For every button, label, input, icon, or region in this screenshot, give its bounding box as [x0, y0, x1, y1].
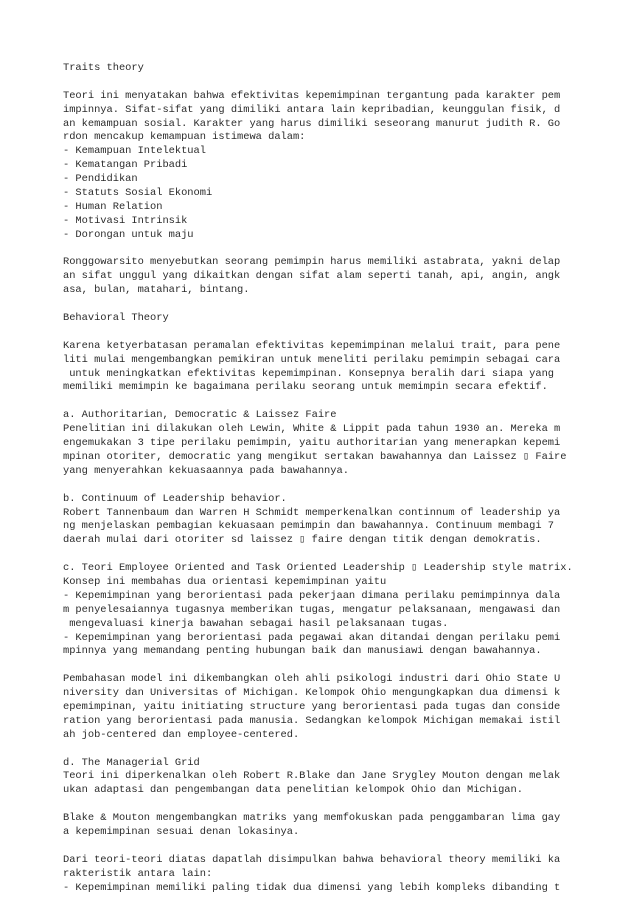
text-line: Teori ini menyatakan bahwa efektivitas kepemimpinan tergantung pada karakter pem: [63, 89, 561, 102]
text-line: Konsep ini membahas dua orientasi kepemimpinan yaitu: [63, 575, 387, 588]
paragraph-behavioral-intro: [63, 340, 593, 396]
text-line: - Kematangan Pribadi: [63, 159, 188, 172]
text-line: - Motivasi Intrinsik: [63, 214, 188, 227]
text-line: Dari teori-teori diatas dapatlah disimpulkan bahwa behavioral theory memiliki ka: [63, 853, 561, 866]
text-line: untuk meningkatkan efektivitas kepemimpinan. Konsepnya beralih dari siapa yang: [63, 367, 555, 380]
text-line: ration yang berorientasi pada manusia. Sedangkan kelompok Michigan memakai istil: [63, 714, 561, 727]
text-line: epemimpinan, yaitu initiating structure yang berorientasi pada tugas dan conside: [63, 700, 561, 713]
text-line: Traits theory: [63, 62, 144, 74]
text-line: ng menjelaskan pembagian kekuasaan pemimpin dan bawahannya. Continuum membagi 7: [63, 520, 555, 533]
text-line: - Dorongan untuk maju: [63, 228, 194, 241]
text-line: liti mulai mengembangkan pemikiran untuk meneliti perilaku pemimpin sebagai cara: [63, 353, 561, 366]
text-line: Penelitian ini dilakukan oleh Lewin, White & Lippit pada tahun 1930 an. Mereka m: [63, 423, 561, 436]
paragraph-ronggowarsito: [63, 256, 593, 298]
text-line: d. The Managerial Grid: [63, 756, 200, 769]
text-line: rakteristik antara lain:: [63, 867, 213, 880]
document-page: [63, 62, 593, 909]
text-line: b. Continuum of Leadership behavior.: [63, 492, 287, 505]
text-line: memiliki memimpin ke bagaimana perilaku seorang untuk memimpin secara efektif.: [63, 381, 548, 394]
text-line: Behavioral Theory: [63, 312, 169, 325]
text-line: - Kepemimpinan yang berorientasi pada pegawai akan ditandai dengan perilaku pemi: [63, 631, 561, 644]
text-line: - Kemampuan Intelektual: [63, 145, 206, 158]
text-line: mpinan otoriter, democratic yang mengikut sertakan bawahannya dan Laissez ▯ Faire: [63, 450, 567, 463]
text-line: - Statuts Sosial Ekonomi: [63, 187, 213, 200]
text-line: Blake & Mouton mengembangkan matriks yang memfokuskan pada penggambaran lima gay: [63, 812, 561, 825]
text-line: ah job-centered dan employee-centered.: [63, 728, 300, 741]
text-line: niversity dan Universitas of Michigan. Kelompok Ohio mengungkapkan dua dimensi k: [63, 687, 561, 700]
text-line: mengevaluasi kinerja bawahan sebagai hasil pelaksanaan tugas.: [63, 617, 449, 630]
text-line: ukan adaptasi dan pengembangan data penelitian kelompok Ohio dan Michigan.: [63, 784, 523, 797]
paragraph-heading-traits: [63, 62, 593, 76]
text-line: asa, bulan, matahari, bintang.: [63, 284, 250, 297]
text-line: Robert Tannenbaum dan Warren H Schmidt memperkenalkan continnum of leadership ya: [63, 506, 561, 519]
paragraph-heading-behavioral: [63, 312, 593, 326]
text-line: a kepemimpinan sesuai denan lokasinya.: [63, 825, 300, 838]
paragraph-traits-body: [63, 90, 593, 243]
text-line: c. Teori Employee Oriented and Task Oriented Leadership ▯ Leadership style matrix.: [63, 562, 573, 575]
paragraph-section-a: [63, 409, 593, 478]
text-line: - Human Relation: [63, 200, 163, 213]
text-line: Teori ini diperkenalkan oleh Robert R.Blake dan Jane Srygley Mouton dengan melak: [63, 770, 561, 783]
text-line: - Kepemimpinan yang berorientasi pada pekerjaan dimana perilaku pemimpinnya dala: [63, 589, 561, 602]
paragraph-section-c: [63, 562, 593, 659]
text-line: engemukakan 3 tipe perilaku pemimpin, yaitu authoritarian yang menerapkan kepemi: [63, 437, 561, 450]
text-line: an kemampuan sosial. Karakter yang harus dimiliki seseorang manurut judith R. Go: [63, 117, 561, 130]
text-line: a. Authoritarian, Democratic & Laissez Faire: [63, 409, 337, 422]
text-line: Karena ketyerbatasan peramalan efektivitas kepemimpinan melalui trait, para pene: [63, 339, 561, 352]
paragraph-ohio-michigan: [63, 673, 593, 742]
text-line: yang menyerahkan kekuasaannya pada bawahannya.: [63, 464, 349, 477]
text-line: an sifat unggul yang dikaitkan dengan sifat alam seperti tanah, api, angin, angk: [63, 270, 561, 283]
text-line: impinnya. Sifat-sifat yang dimiliki antara lain kepribadian, keunggulan fisik, d: [63, 103, 561, 116]
text-line: Pembahasan model ini dikembangkan oleh ahli psikologi industri dari Ohio State U: [63, 673, 561, 686]
text-line: Ronggowarsito menyebutkan seorang pemimpin harus memiliki astabrata, yakni delap: [63, 256, 561, 269]
paragraph-blake-mouton: [63, 812, 593, 840]
text-line: - Pendidikan: [63, 173, 138, 186]
text-line: mpinnya yang memandang penting hubungan baik dan manusiawi dengan bawahannya.: [63, 645, 542, 658]
paragraph-section-d: [63, 757, 593, 799]
paragraph-section-b: [63, 493, 593, 549]
text-line: rdon mencakup kemampuan istimewa dalam:: [63, 131, 306, 144]
text-line: m penyelesaiannya tugasnya memberikan tugas, mengatur pelaksanaan, mengawasi dan: [63, 603, 561, 616]
paragraph-conclusion: [63, 854, 593, 896]
text-line: daerah mulai dari otoriter sd laissez ▯ faire dengan titik dengan demokratis.: [63, 534, 542, 547]
text-line: - Kepemimpinan memiliki paling tidak dua dimensi yang lebih kompleks dibanding t: [63, 881, 561, 894]
